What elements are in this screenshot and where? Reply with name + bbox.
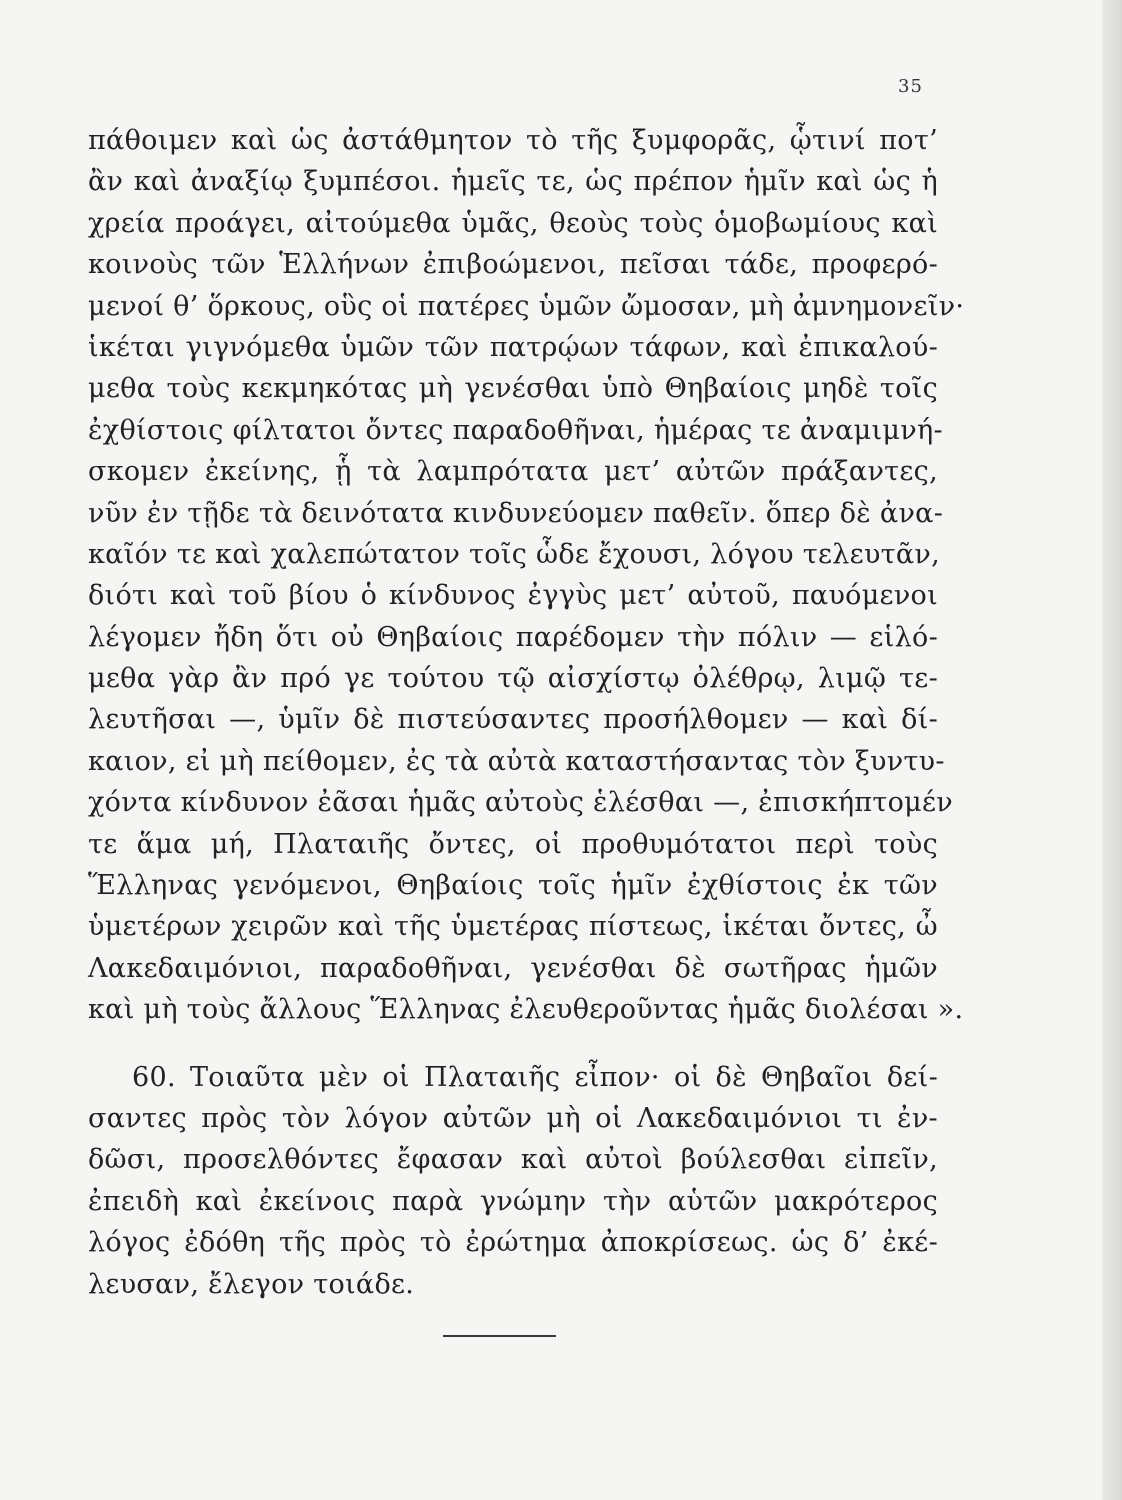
text-line: καὶ μὴ τοὺς ἄλλους Ἕλληνας ἐλευθεροῦντας ἡμᾶς διολέσαι ». xyxy=(88,994,964,1026)
text-line: καιον, εἰ μὴ πείθομεν, ἐς τὰ αὐτὰ καταστήσαντας τὸν ξυντυ- xyxy=(88,745,945,777)
text-line: Λακεδαιμόνιοι, παραδοθῆναι, γενέσθαι δὲ σωτῆρας ἡμῶν xyxy=(88,952,938,984)
text-line: πάθοιμεν καὶ ὡς ἀστάθμητον τὸ τῆς ξυμφορᾶς, ᾧτινί ποτ’ xyxy=(88,125,938,156)
text-line: σαντες πρὸς τὸν λόγον αὐτῶν μὴ οἱ Λακεδαιμόνιοι τι ἐν- xyxy=(88,1102,938,1134)
text-line: καῖόν τε καὶ χαλεπώτατον τοῖς ὧδε ἔχουσι, λόγου τελευτᾶν, xyxy=(88,538,941,570)
text-line: κοινοὺς τῶν Ἑλλήνων ἐπιβοώμενοι, πεῖσαι τάδε, προφερό- xyxy=(88,249,938,281)
text-line: χόντα κίνδυνον ἐᾶσαι ἡμᾶς αὐτοὺς ἑλέσθαι —, ἐπισκήπτομέν xyxy=(88,787,953,819)
text-line: δῶσι, προσελθόντες ἔφασαν καὶ αὐτοὶ βούλεσθαι εἰπεῖν, xyxy=(88,1144,938,1176)
paragraph-2 xyxy=(88,1057,938,1305)
text-line: μεθα τοὺς κεκμηκότας μὴ γενέσθαι ὑπὸ Θηβαίοις μηδὲ τοῖς xyxy=(88,373,938,405)
paragraph-1 xyxy=(88,120,965,1031)
text-line: ἐχθίστοις φίλτατοι ὄντες παραδοθῆναι, ἡμέρας τε ἀναμιμνή- xyxy=(88,414,943,446)
page-edge-shadow xyxy=(1102,0,1122,1500)
text-line: τε ἅμα μή, Πλαταιῆς ὄντες, οἱ προθυμότατοι περὶ τοὺς xyxy=(88,828,938,860)
text-line: Ἕλληνας γενόμενοι, Θηβαίοις τοῖς ἡμῖν ἐχθίστοις ἐκ τῶν xyxy=(88,870,938,902)
paragraph-gap xyxy=(88,1031,938,1057)
text-line: ἂν καὶ ἀναξίῳ ξυμπέσοι. ἡμεῖς τε, ὡς πρέπον ἡμῖν καὶ ὡς ἡ xyxy=(88,166,938,198)
text-line: διότι καὶ τοῦ βίου ὁ κίνδυνος ἐγγὺς μετ’ αὐτοῦ, παυόμενοι xyxy=(88,580,938,612)
text-line: λευσαν, ἔλεγον τοιάδε. xyxy=(88,1268,415,1300)
page-number: 35 xyxy=(898,76,923,97)
text-line: ἐπειδὴ καὶ ἐκείνοις παρὰ γνώμην τὴν αὑτῶν μακρότερος xyxy=(88,1185,938,1217)
text-line: 60. Τοιαῦτα μὲν οἱ Πλαταιῆς εἶπον· οἱ δὲ Θηβαῖοι δεί- xyxy=(132,1061,938,1093)
text-line: χρεία προάγει, αἰτούμεθα ὑμᾶς, θεοὺς τοὺς ὁμοβωμίους καὶ xyxy=(88,207,938,239)
text-line: σκομεν ἐκείνης, ᾗ τὰ λαμπρότατα μετ’ αὐτῶν πράξαντες, xyxy=(88,456,938,488)
main-text xyxy=(88,120,965,1305)
text-line: ἱκέται γιγνόμεθα ὑμῶν τῶν πατρῴων τάφων, καὶ ἐπικαλού- xyxy=(88,331,938,363)
text-line: μενοί θ’ ὅρκους, οὓς οἱ πατέρες ὑμῶν ὤμοσαν, μὴ ἀμνημονεῖν· xyxy=(88,290,965,322)
text-line: ὑμετέρων χειρῶν καὶ τῆς ὑμετέρας πίστεως, ἱκέται ὄντες, ὦ xyxy=(88,911,938,943)
text-line: μεθα γὰρ ἂν πρό γε τούτου τῷ αἰσχίστῳ ὀλέθρῳ, λιμῷ τε- xyxy=(88,663,938,695)
text-line: λέγομεν ἤδη ὅτι οὐ Θηβαίοις παρέδομεν τὴν πόλιν — εἱλό- xyxy=(88,621,938,653)
text-line: λευτῆσαι —, ὑμῖν δὲ πιστεύσαντες προσήλθομεν — καὶ δί- xyxy=(88,704,938,736)
text-line: νῦν ἐν τῇδε τὰ δεινότατα κινδυνεύομεν παθεῖν. ὅπερ δὲ ἀνα- xyxy=(88,497,944,529)
section-divider xyxy=(443,1335,556,1337)
text-line: λόγος ἐδόθη τῆς πρὸς τὸ ἐρώτημα ἀποκρίσεως. ὡς δ’ ἐκέ- xyxy=(88,1227,938,1259)
